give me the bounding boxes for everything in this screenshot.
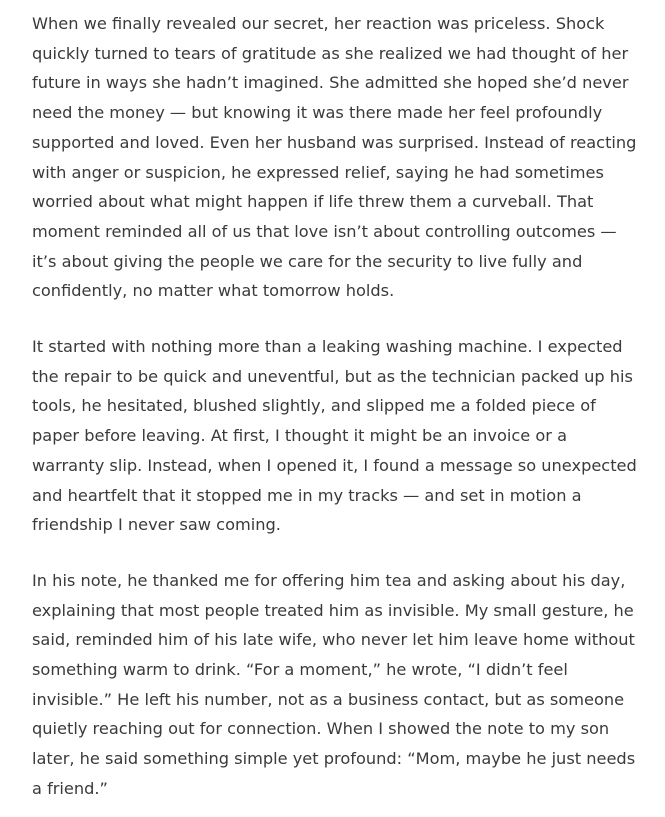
paragraph: When we finally revealed our secret, her reaction was priceless. Shock quickly turned to tears of gratitude as she realized we had thought of her future in ways she hadn’t imagined. She admitted she hoped she’d never need the money — but knowing it was there made her feel profoundly supported and loved. Even her husband was surprised. Instead of reacting with anger or suspicion, he expressed relief, saying he had sometimes worried about what might happen if life threw them a curveball. That moment reminded all of us that love isn’t about controlling outcomes — it’s about giving the people we care for the security to live fully and confidently, no matter what tomorrow holds. — [32, 14, 637, 301]
paragraph: In his note, he thanked me for offering him tea and asking about his day, explaining that most people treated him as invisible. My small gesture, he said, reminded him of his late wife, who never let him leave home without something warm to drink. “For a moment,” he wrote, “I didn’t feel invisible.” He left his number, not as a business contact, but as someone quietly reaching out for connection. When I showed the note to my son later, he said something simple yet profound: “Mom, maybe he just needs a friend.” — [32, 570, 636, 798]
paragraph: It started with nothing more than a leaking washing machine. I expected the repair to be quick and uneventful, but as the technician packed up his tools, he hesitated, blushed slightly, and slipped me a folded piece of paper before leaving. At first, I thought it might be an invoice or a warranty slip. Instead, when I opened it, I found a message so unexpected and heartfelt that it stopped me in my tracks — and set in motion a friendship I never saw coming. — [32, 337, 637, 535]
